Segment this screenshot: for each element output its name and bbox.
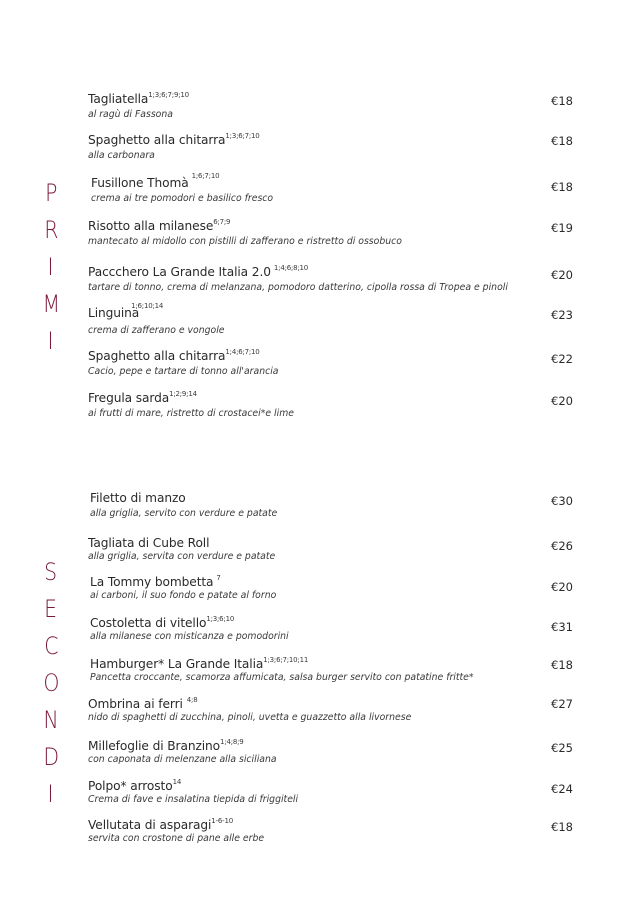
- item-description: crema ai tre pomodori e basilico fresco: [91, 193, 274, 204]
- item-name: Paccchero La Grande Italia 2.0 $^{1;4;6;8;10}$: [88, 264, 309, 279]
- item-price: €26: [551, 539, 573, 553]
- menu-item-linguina: [88, 302, 578, 337]
- title-letter: N: [43, 706, 59, 734]
- allergen-codes: 1;3;6;10: [206, 615, 235, 623]
- allergen-codes: 1;3;6;7;10;11: [263, 656, 309, 664]
- allergen-codes: 7: [216, 574, 221, 582]
- title-letter: P: [44, 179, 58, 207]
- item-description: alla milanese con misticanza e pomodorini: [90, 631, 289, 642]
- title-letter: D: [43, 743, 59, 771]
- item-description: Pancetta croccante, scamorza affumicata, salsa burger servito con patatine fritte*: [90, 672, 474, 683]
- menu-item-spaghetto-carbonara: [88, 133, 578, 162]
- item-name: La Tommy bombetta $^7$: [90, 574, 221, 589]
- title-letter: E: [44, 595, 58, 623]
- menu-item-tagliata: [88, 536, 578, 563]
- menu-item-risotto: [88, 219, 578, 248]
- item-description: ai carboni, il suo fondo e patate al forno: [90, 590, 277, 601]
- item-name: Risotto alla milanese$^{6;7;9}$: [88, 218, 231, 233]
- menu-item-fregula: [88, 391, 578, 420]
- item-name: Millefoglie di Branzino$^{1;4;8;9}$: [88, 738, 244, 753]
- item-name: Vellutata di asparagi$^{1-6-10}$: [88, 817, 233, 832]
- item-price: €22: [551, 352, 573, 366]
- item-name: Filetto di manzo: [90, 491, 186, 505]
- item-description: con caponata di melenzane alla siciliana: [88, 754, 277, 765]
- title-letter: C: [43, 632, 59, 660]
- item-name: Polpo* arrosto$^{14}$: [88, 778, 182, 793]
- item-price: €19: [551, 221, 573, 235]
- menu-item-spaghetto-cacio-pepe: [88, 349, 578, 378]
- item-name: Fregula sarda$^{1;2;9;14}$: [88, 390, 197, 405]
- item-description: alla griglia, servita con verdure e patate: [88, 551, 276, 562]
- allergen-codes: 1;3;6;7;9;10: [148, 91, 189, 99]
- item-description: mantecato al midollo con pistilli di zafferano e ristretto di ossobuco: [88, 236, 402, 247]
- title-letter: I: [47, 253, 55, 281]
- item-price: €18: [551, 134, 573, 148]
- item-price: €18: [551, 180, 573, 194]
- item-name: Ombrina ai ferri $^{4;8}$: [88, 696, 198, 711]
- item-price: €24: [551, 782, 573, 796]
- allergen-codes: 1;3;6;7;10: [225, 132, 260, 140]
- title-letter: M: [42, 290, 60, 318]
- item-name: Fusillone Thomà $^{1;6;7;10}$: [91, 172, 220, 190]
- menu-item-costoletta: [90, 616, 580, 643]
- primi-title: [40, 181, 62, 353]
- item-name: Tagliata di Cube Roll: [88, 536, 210, 550]
- allergen-codes: 1;6;10;14: [131, 302, 164, 310]
- title-letter: S: [44, 558, 58, 586]
- title-letter: I: [47, 780, 55, 808]
- title-letter: I: [47, 327, 55, 355]
- item-price: €31: [551, 620, 573, 634]
- item-name: Tagliatella$^{1;3;6;7;9;10}$: [88, 91, 189, 106]
- secondi-title: [40, 560, 62, 806]
- allergen-codes: 1;4;6;7;10: [225, 348, 260, 356]
- allergen-codes: 6;7;9: [213, 218, 231, 226]
- title-letter: R: [43, 216, 59, 244]
- allergen-codes: 1;4;8;9: [220, 738, 244, 746]
- item-name: Hamburger* La Grande Italia$^{1;3;6;7;10;11}$: [90, 656, 309, 671]
- item-price: €27: [551, 697, 573, 711]
- item-name: Costoletta di vitello$^{1;3;6;10}$: [90, 615, 235, 630]
- menu-item-filetto: [90, 491, 580, 520]
- allergen-codes: 1;2;9;14: [169, 390, 197, 398]
- item-description: alla griglia, servito con verdure e patate: [90, 508, 278, 519]
- title-letter: O: [42, 669, 60, 697]
- item-price: €20: [551, 394, 573, 408]
- item-price: €20: [551, 580, 573, 594]
- item-description: tartare di tonno, crema di melanzana, pomodoro datterino, cipolla rossa di Tropea e pinoli: [88, 282, 508, 293]
- item-description: servita con crostone di pane alle erbe: [88, 833, 265, 844]
- allergen-codes: 14: [172, 778, 182, 786]
- allergen-codes: 4;8: [186, 696, 198, 704]
- menu-item-paccchero: [88, 265, 578, 294]
- item-description: crema di zafferano e vongole: [88, 325, 225, 336]
- item-name: Linguina$^{1;6;10;14}$: [88, 302, 164, 320]
- item-price: €20: [551, 268, 573, 282]
- item-price: €18: [551, 820, 573, 834]
- item-name: Spaghetto alla chitarra$^{1;4;6;7;10}$: [88, 348, 260, 363]
- item-name: Spaghetto alla chitarra$^{1;3;6;7;10}$: [88, 132, 260, 147]
- menu-item-polpo: [88, 779, 578, 806]
- item-price: €18: [551, 658, 573, 672]
- item-price: €25: [551, 741, 573, 755]
- menu-item-millefoglie: [88, 739, 578, 766]
- menu-item-fusillone: [91, 172, 581, 205]
- item-price: €18: [551, 94, 573, 108]
- menu-item-vellutata: [88, 818, 578, 845]
- item-price: €30: [551, 494, 573, 508]
- menu-item-ombrina: [88, 697, 578, 724]
- allergen-codes: 1;4;6;8;10: [273, 264, 309, 272]
- allergen-codes: 1-6-10: [211, 817, 233, 825]
- item-price: €23: [551, 308, 573, 322]
- item-description: alla carbonara: [88, 150, 155, 161]
- item-description: nido di spaghetti di zucchina, pinoli, uvetta e guazzetto alla livornese: [88, 712, 412, 723]
- item-description: Crema di fave e insalatina tiepida di friggiteli: [88, 794, 299, 805]
- allergen-codes: 1;6;7;10: [191, 172, 220, 180]
- item-description: ai frutti di mare, ristretto di crostacei*e lime: [88, 408, 294, 419]
- menu-item-tagliatella: [88, 92, 578, 121]
- menu-item-hamburger: [90, 657, 580, 684]
- item-description: Cacio, pepe e tartare di tonno all'arancia: [88, 366, 279, 377]
- item-description: al ragù di Fassona: [88, 109, 173, 120]
- menu-item-bombetta: [90, 575, 580, 602]
